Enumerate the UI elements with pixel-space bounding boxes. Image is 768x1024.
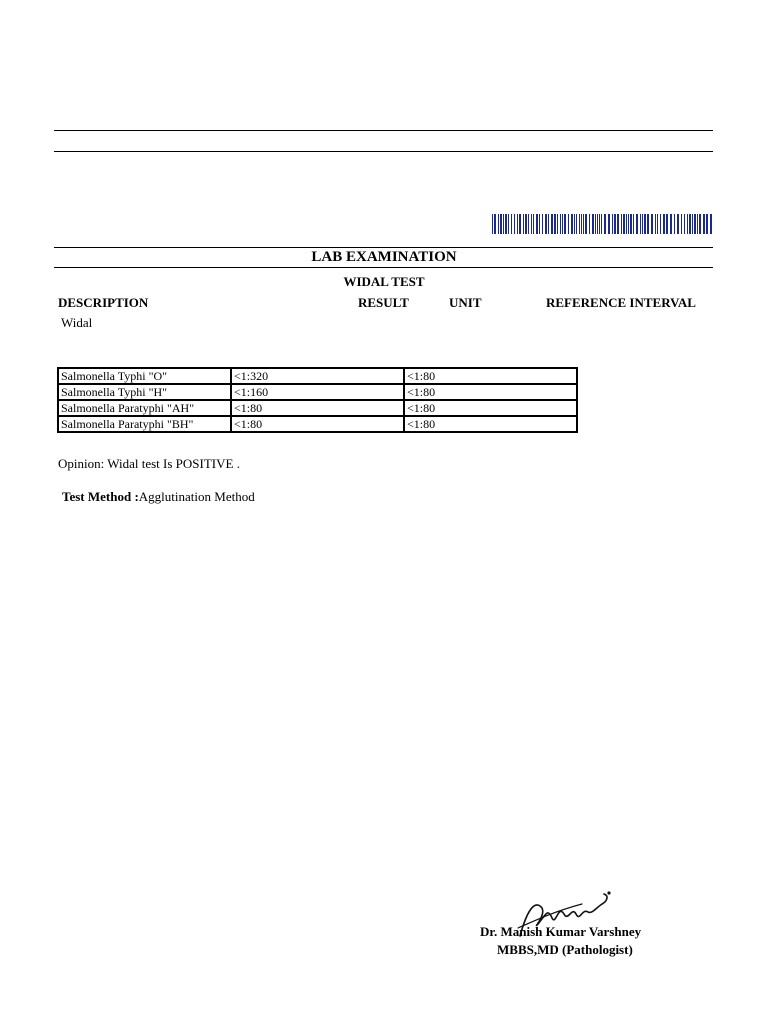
result-value: <1:80 [231, 400, 404, 416]
antigen-name: Salmonella Paratyphi "BH" [58, 416, 231, 432]
header-rule-bottom [54, 151, 713, 152]
result-value: <1:320 [231, 368, 404, 384]
signatory-name: Dr. Manish Kumar Varshney [480, 924, 642, 939]
result-value: <1:160 [231, 384, 404, 400]
reference-value: <1:80 [404, 400, 577, 416]
column-header-result: RESULT [358, 295, 409, 310]
antigen-name: Salmonella Paratyphi "AH" [58, 400, 231, 416]
opinion-text: Opinion: Widal test Is POSITIVE . [58, 456, 240, 471]
table-row [58, 416, 577, 432]
antigen-name: Salmonella Typhi "H" [58, 384, 231, 400]
test-method-label: Test Method : [62, 489, 139, 504]
header-rule-top [54, 130, 713, 131]
section-rule-top [54, 247, 713, 248]
column-header-description: DESCRIPTION [58, 295, 149, 310]
signatory-qualification: MBBS,MD (Pathologist) [497, 942, 633, 957]
reference-value: <1:80 [404, 384, 577, 400]
antigen-name: Salmonella Typhi "O" [58, 368, 231, 384]
test-method [62, 489, 255, 505]
section-title: LAB EXAMINATION [311, 249, 457, 265]
section-rule-bottom [54, 267, 713, 268]
reference-value: <1:80 [404, 416, 577, 432]
table-row [58, 384, 577, 400]
results-table [57, 367, 578, 433]
table-row [58, 368, 577, 384]
panel-label: Widal [61, 315, 93, 330]
column-header-unit: UNIT [449, 295, 482, 310]
result-value: <1:80 [231, 416, 404, 432]
test-method-value: Agglutination Method [138, 489, 255, 504]
barcode [492, 214, 713, 234]
table-row [58, 400, 577, 416]
test-name: WIDAL TEST [343, 274, 425, 289]
column-header-reference: REFERENCE INTERVAL [546, 295, 696, 310]
reference-value: <1:80 [404, 368, 577, 384]
